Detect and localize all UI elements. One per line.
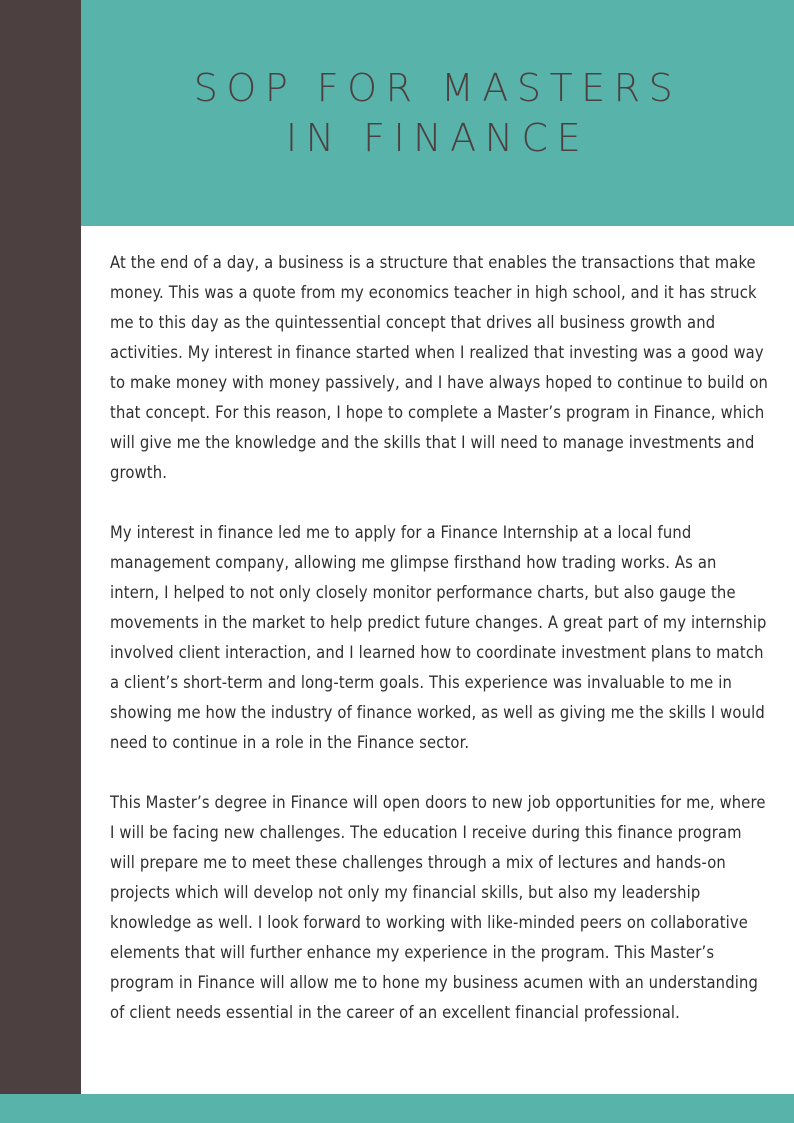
bottom-accent-band [0, 1094, 794, 1123]
body-text-column [110, 248, 770, 1028]
body-paragraph: At the end of a day, a business is a structure that enables the transactions that make money. This was a quote from my economics teacher in high school, and it has struck me to this day as the quintessential concept that drives all business growth and activities. My interest in finance started when I realized that investing was a good way to make money with money passively, and I have always hoped to continue to build on that concept. For this reason, I hope to complete a Master’s program in Finance, which will give me the knowledge and the skills that I will need to manage investments and growth. [110, 253, 769, 482]
page-title: SOP FOR MASTERS IN FINANCE [193, 65, 682, 160]
body-paragraph: My interest in finance led me to apply for a Finance Internship at a local fund management company, allowing me glimpse firsthand how trading works. As an intern, I helped to not only closely monitor performance charts, but also gauge the movements in the market to help predict future changes. A great part of my internship involved client interaction, and I learned how to coordinate investment plans to match a client’s short-term and long-term goals. This experience was invaluable to me in showing me how the industry of finance worked, as well as giving me the skills I would need to continue in a role in the Finance sector. [110, 523, 767, 752]
left-accent-bar [0, 0, 81, 1094]
title-header-band [81, 0, 794, 226]
body-paragraph: This Master’s degree in Finance will open doors to new job opportunities for me, where I will be facing new challenges. The education I receive during this finance program will prepare me to meet these challenges through a mix of lectures and hands-on projects which will develop not only my financial skills, but also my leadership knowledge as well. I look forward to working with like-minded peers on collaborative elements that will further enhance my experience in the program. This Master’s program in Finance will allow me to hone my business acumen with an understanding of client needs essential in the career of an excellent financial professional. [110, 793, 766, 1022]
